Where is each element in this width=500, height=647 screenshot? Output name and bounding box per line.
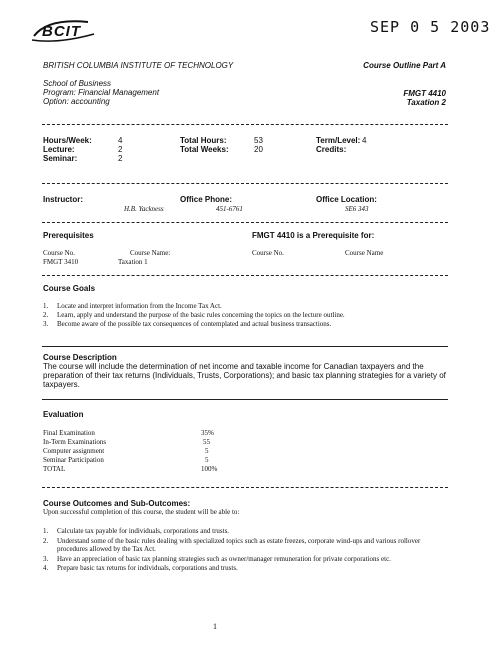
eval-value: 5	[205, 447, 209, 455]
prerequisite-for-heading: FMGT 4410 is a Prerequisite for:	[252, 231, 375, 240]
table-row	[43, 429, 214, 437]
eval-label: Computer assignment	[43, 447, 105, 455]
outline-part: Course Outline Part A	[363, 61, 446, 70]
list-text: Calculate tax payable for individuals, corporations and trusts.	[57, 527, 230, 535]
eval-label: Seminar Participation	[43, 456, 104, 464]
divider	[42, 346, 448, 347]
list-text: Learn, apply and understand the purpose of the basic rules concerning the topics on the lecture outline.	[57, 311, 345, 319]
outcomes-heading: Course Outcomes and Sub-Outcomes:	[43, 499, 191, 508]
list-item	[43, 564, 455, 572]
office-phone: 451-6761	[216, 205, 243, 213]
page-number: 1	[213, 622, 217, 631]
list-number: 1.	[43, 527, 49, 535]
divider	[42, 222, 448, 223]
credits-label: Credits:	[316, 145, 347, 154]
list-item	[43, 555, 455, 563]
lecture-value: 2	[118, 145, 123, 154]
option-name: Option: accounting	[43, 97, 110, 106]
course-title: Taxation 2	[406, 98, 446, 107]
prereq-for-col-course-no: Course No.	[252, 249, 284, 257]
list-item	[43, 537, 452, 553]
prereq-col-course-name: Course Name:	[130, 249, 171, 257]
seminar-label: Seminar:	[43, 154, 78, 163]
term-level-label: Term/Level:	[316, 136, 361, 145]
office-location: SE6 343	[345, 205, 369, 213]
list-text: Locate and interpret information from the Income Tax Act.	[57, 302, 222, 310]
office-phone-label: Office Phone:	[180, 195, 233, 204]
total-hours-value: 53	[254, 136, 263, 145]
eval-value: 35%	[201, 429, 214, 437]
list-number: 3.	[43, 320, 49, 328]
evaluation-heading: Evaluation	[43, 410, 84, 419]
institute-name: BRITISH COLUMBIA INSTITUTE OF TECHNOLOGY	[43, 61, 234, 70]
table-row	[43, 438, 210, 446]
prerequisites-heading: Prerequisites	[43, 231, 94, 240]
eval-value: 5	[205, 456, 209, 464]
eval-label: TOTAL	[43, 465, 66, 473]
course-description-heading: Course Description	[43, 353, 117, 362]
bcit-logo	[28, 16, 98, 46]
hours-week-value: 4	[118, 136, 123, 145]
list-number: 4.	[43, 564, 49, 572]
table-row	[43, 465, 218, 473]
course-goals-heading: Course Goals	[43, 284, 96, 293]
received-stamp: SEP 0 5 2003	[370, 18, 491, 36]
list-number: 2.	[43, 537, 49, 545]
list-item	[43, 302, 222, 310]
prereq-course-no: FMGT 3410	[43, 258, 79, 266]
list-text: Understand some of the basic rules dealing with specialized topics such as estate freezes, corporate wind-ups and various rollover procedures allowed by the Tax Act.	[57, 537, 421, 553]
eval-value: 100%	[201, 465, 218, 473]
divider	[42, 183, 448, 184]
list-number: 2.	[43, 311, 49, 319]
table-row	[43, 456, 209, 464]
prereq-for-col-course-name: Course Name	[345, 249, 384, 257]
instructor-label: Instructor:	[43, 195, 83, 204]
divider	[42, 487, 448, 488]
list-item	[43, 527, 455, 535]
prereq-col-course-no: Course No.	[43, 249, 75, 257]
course-description-text: The course will include the determination of net income and taxable income for Canadian taxpayers and the preparation of their tax returns (Individuals, Trusts, Corporations); and basic tax planning strategies for a variety of taxpayers.	[43, 362, 446, 389]
divider	[42, 124, 448, 125]
list-number: 1.	[43, 302, 49, 310]
list-text: Have an appreciation of basic tax planning strategies such as owner/manager remuneration for private corporations etc.	[57, 555, 391, 563]
term-level-value: 4	[362, 136, 367, 145]
instructor-name: H.B. Yackness	[124, 205, 164, 213]
divider	[42, 275, 448, 276]
eval-value: 55	[203, 438, 210, 446]
table-row	[43, 447, 209, 455]
eval-label: Final Examination	[43, 429, 95, 437]
office-location-label: Office Location:	[316, 195, 377, 204]
total-hours-label: Total Hours:	[180, 136, 227, 145]
list-item	[43, 311, 345, 319]
eval-label: In-Term Examinations	[43, 438, 107, 446]
prereq-course-name: Taxation 1	[118, 258, 148, 266]
lecture-label: Lecture:	[43, 145, 75, 154]
outcomes-intro: Upon successful completion of this course, the student will be able to:	[43, 508, 240, 516]
divider	[42, 399, 448, 400]
course-code: FMGT 4410	[403, 89, 446, 98]
hours-week-label: Hours/Week:	[43, 136, 92, 145]
outcomes-list	[43, 527, 455, 572]
total-weeks-label: Total Weeks:	[180, 145, 229, 154]
list-number: 3.	[43, 555, 49, 563]
program-name: Program: Financial Management	[43, 88, 160, 97]
list-item	[43, 320, 332, 328]
list-text: Become aware of the possible tax consequences of contemplated and actual business transactions.	[57, 320, 332, 328]
school-name: School of Business	[43, 79, 112, 88]
seminar-value: 2	[118, 154, 123, 163]
list-text: Prepare basic tax returns for individuals, corporations and trusts.	[57, 564, 238, 572]
total-weeks-value: 20	[254, 145, 263, 154]
logo-text: BCIT	[42, 23, 81, 40]
